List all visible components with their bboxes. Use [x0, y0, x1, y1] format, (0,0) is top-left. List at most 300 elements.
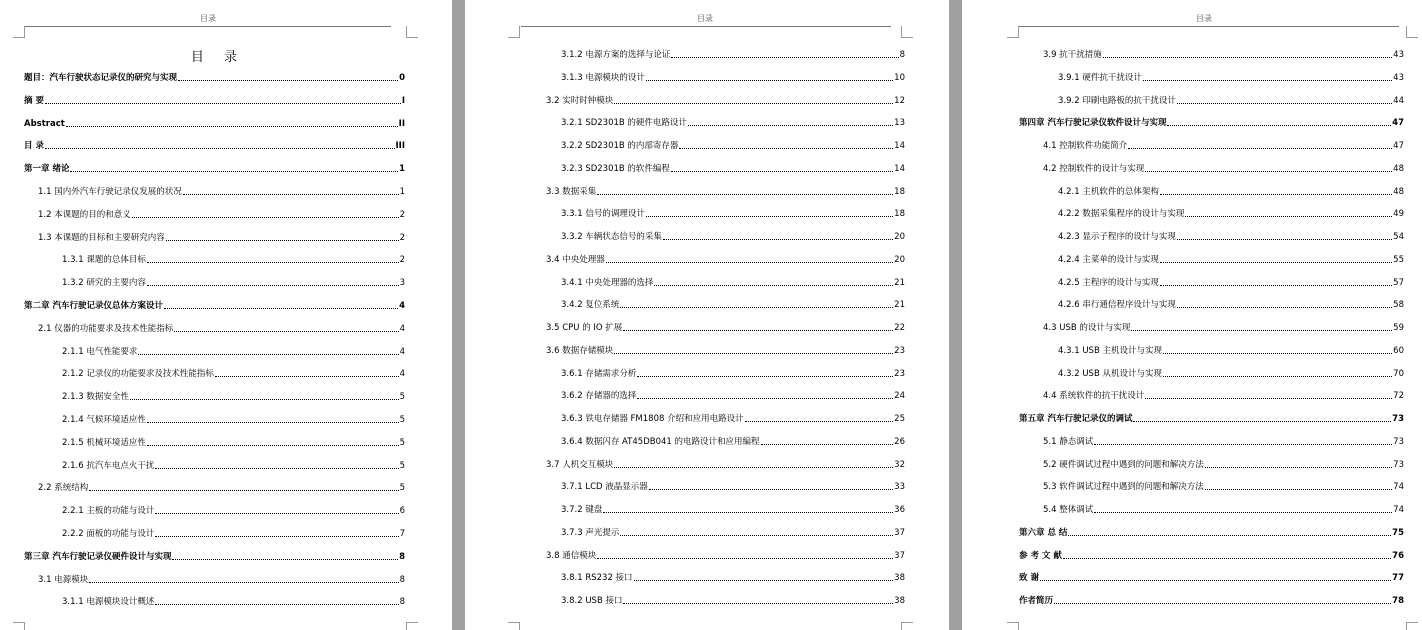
toc-entry[interactable] — [1043, 48, 1404, 60]
toc-entry[interactable] — [561, 435, 905, 447]
dot-leader — [1145, 398, 1392, 399]
dot-leader — [745, 421, 894, 422]
toc-entry-page-number: 21 — [894, 277, 905, 288]
toc-entry[interactable] — [1043, 435, 1404, 447]
toc-entry[interactable] — [561, 594, 905, 606]
toc-entry-title: 4.1 控制软件功能简介 — [1043, 141, 1128, 151]
dot-leader — [620, 535, 893, 536]
toc-entry-page-number: 38 — [894, 573, 905, 584]
dot-leader — [671, 171, 893, 172]
toc-entry[interactable] — [561, 207, 905, 219]
toc-entry-page-number: II — [398, 118, 405, 129]
toc-entry-page-number: 78 — [1392, 596, 1404, 606]
dot-leader — [174, 331, 398, 332]
toc-entry[interactable] — [561, 367, 905, 379]
dot-leader — [603, 512, 893, 513]
dot-leader — [654, 285, 893, 286]
toc-entry-page-number: 20 — [894, 232, 905, 242]
crop-mark-top-left — [1007, 26, 1019, 38]
toc-entry[interactable] — [1058, 344, 1404, 356]
toc-entry-title: 3.6 数据存储模块 — [546, 345, 614, 356]
toc-entry-title: 3.2.2 SD2301B 的内部寄存器 — [561, 141, 679, 151]
dot-leader — [1040, 580, 1391, 581]
crop-mark-bottom-right — [406, 622, 418, 630]
toc-entry-title: 题目：汽车行驶状态记录仪的研究与实现 — [24, 73, 178, 83]
toc-entry-title: 目 录 — [24, 141, 44, 152]
toc-entry-title: 3.8 通信模块 — [546, 550, 597, 561]
toc-entry[interactable] — [38, 573, 405, 585]
toc-entry[interactable] — [546, 321, 905, 333]
toc-entry[interactable] — [24, 71, 405, 83]
toc-entry-title: 3.6.2 存储器的选择 — [561, 391, 637, 402]
toc-entry-page-number: I — [401, 95, 405, 106]
toc-entry[interactable] — [1019, 549, 1404, 561]
toc-entry-page-number: 8 — [399, 597, 405, 608]
dot-leader — [620, 307, 893, 308]
dot-leader — [66, 126, 398, 127]
toc-entry[interactable] — [62, 253, 405, 265]
dot-leader — [147, 262, 399, 263]
toc-entry[interactable] — [62, 345, 405, 357]
toc-entry-page-number: 73 — [1392, 414, 1404, 424]
toc-entry[interactable] — [546, 549, 905, 561]
toc-entry[interactable] — [24, 139, 405, 151]
dot-leader — [155, 604, 398, 605]
toc-entry-page-number: 13 — [894, 118, 905, 129]
toc-entry-page-number: 48 — [1393, 163, 1404, 174]
toc-entry-page-number: 37 — [894, 527, 905, 538]
toc-entry-title: 摘 要 — [24, 95, 44, 106]
toc-entry-title: 4.2.3 显示子程序的设计与实现 — [1058, 232, 1176, 242]
header-rule — [521, 26, 891, 27]
toc-entry[interactable] — [1043, 503, 1404, 515]
dot-leader — [663, 239, 893, 240]
toc-entry[interactable] — [561, 162, 905, 174]
document-page-3 — [962, 0, 1422, 630]
toc-entry-page-number: 74 — [1393, 505, 1404, 515]
dot-leader — [1177, 239, 1392, 240]
toc-entry[interactable] — [561, 230, 905, 242]
dot-leader — [1163, 376, 1392, 377]
toc-entry-page-number: 47 — [1393, 141, 1404, 151]
toc-entry[interactable] — [1058, 185, 1404, 197]
page-header: 目录 — [697, 14, 713, 23]
toc-entry[interactable] — [561, 526, 905, 538]
toc-entry-title: Abstract — [24, 118, 65, 129]
toc-entry-title: 3.8.2 USB 接口 — [561, 596, 623, 606]
toc-entry[interactable] — [62, 436, 405, 448]
toc-entry[interactable] — [561, 571, 905, 583]
crop-mark-bottom-right — [1406, 622, 1418, 630]
header-rule — [1019, 26, 1399, 27]
dot-leader — [183, 194, 399, 195]
dot-leader — [132, 217, 399, 218]
toc-entry-title: 3.8.1 RS232 接口 — [561, 573, 633, 584]
toc-entry-page-number: 7 — [399, 529, 405, 539]
toc-entry-page-number: 8 — [399, 551, 405, 562]
toc-entry[interactable] — [1019, 594, 1404, 606]
dot-leader — [1163, 353, 1392, 354]
toc-entry-page-number: 5 — [399, 483, 405, 494]
toc-entry[interactable] — [561, 276, 905, 288]
toc-entry[interactable] — [1043, 139, 1404, 151]
dot-leader — [45, 103, 401, 104]
crop-mark-bottom-left — [13, 622, 25, 630]
toc-entry-title: 2.2.2 面板的功能与设计 — [62, 529, 155, 539]
dot-leader — [1133, 421, 1391, 422]
toc-entry-page-number: 59 — [1393, 323, 1404, 333]
dot-leader — [614, 467, 893, 468]
header-rule — [24, 26, 391, 27]
dot-leader — [637, 398, 893, 399]
dot-leader — [623, 603, 893, 604]
dot-leader — [178, 80, 398, 81]
toc-entry-page-number: 3 — [399, 278, 405, 289]
dot-leader — [637, 376, 893, 377]
dot-leader — [649, 489, 893, 490]
dot-leader — [147, 422, 399, 423]
dot-leader — [155, 513, 398, 514]
dot-leader — [164, 308, 398, 309]
toc-entry-title: 第三章 汽车行驶记录仪硬件设计与实现 — [24, 551, 172, 562]
dot-leader — [1167, 125, 1391, 126]
toc-entry-page-number: 57 — [1393, 277, 1404, 288]
toc-entry[interactable] — [24, 94, 405, 106]
toc-entry-page-number: 38 — [894, 596, 905, 606]
toc-entry[interactable] — [62, 504, 405, 516]
toc-entry-title: 3.9 抗干扰措施 — [1043, 50, 1102, 60]
toc-title: 目 录 — [190, 50, 246, 65]
toc-entry-page-number: 5 — [399, 415, 405, 425]
dot-leader — [761, 444, 894, 445]
dot-leader — [606, 262, 893, 263]
crop-mark-top-right — [1406, 26, 1418, 38]
toc-entry-title: 3.7.1 LCD 液晶显示器 — [561, 482, 648, 493]
toc-entry[interactable] — [561, 71, 905, 83]
toc-entry-title: 3.3 数据采集 — [546, 186, 597, 197]
dot-leader — [1143, 80, 1392, 81]
dot-leader — [147, 285, 399, 286]
toc-entry-title: 2.1.5 机械环境适应性 — [62, 437, 146, 448]
toc-entry-title: 3.6.3 铁电存储器 FM1808 介绍和应用电路设计 — [561, 414, 744, 424]
toc-entry-title: 1.1 国内外汽车行驶记录仪发展的状况 — [38, 187, 182, 197]
toc-entry-title: 3.7 人机交互模块 — [546, 459, 614, 470]
toc-entry[interactable] — [561, 412, 905, 424]
toc-entry-page-number: 1 — [399, 187, 405, 197]
toc-entry[interactable] — [62, 390, 405, 402]
toc-entry-title: 4.3 USB 的设计与实现 — [1043, 323, 1131, 333]
toc-entry-page-number: 20 — [894, 254, 905, 265]
toc-entry-title: 作者简历 — [1019, 596, 1054, 606]
page-header: 目录 — [1196, 14, 1212, 23]
dot-leader — [671, 57, 898, 58]
dot-leader — [688, 125, 893, 126]
dot-leader — [172, 559, 398, 560]
toc-entry-title: 3.9.1 硬件抗干扰设计 — [1058, 72, 1142, 83]
dot-leader — [130, 399, 399, 400]
toc-entry-title: 3.2.3 SD2301B 的软件编程 — [561, 163, 670, 174]
toc-entry[interactable] — [1058, 94, 1404, 106]
toc-entry[interactable] — [1019, 412, 1404, 424]
dot-leader — [155, 468, 398, 469]
toc-entry-page-number: 25 — [894, 414, 905, 424]
toc-entry-page-number: 77 — [1392, 573, 1404, 584]
toc-entry-page-number: 4 — [399, 301, 405, 311]
toc-entry-title: 4.2.1 主机软件的总体架构 — [1058, 186, 1159, 197]
toc-entry-title: 1.3 本课题的目标和主要研究内容 — [38, 232, 165, 243]
toc-entry-title: 4.2.2 数据采集程序的设计与实现 — [1058, 209, 1185, 220]
toc-entry-title: 4.2.5 主程序的设计与实现 — [1058, 277, 1159, 288]
dot-leader — [1177, 307, 1392, 308]
toc-entry-page-number: III — [395, 141, 405, 152]
toc-entry-title: 2.2 系统结构 — [38, 483, 89, 494]
dot-leader — [155, 536, 398, 537]
toc-entry[interactable] — [24, 117, 405, 129]
toc-entry[interactable] — [1043, 480, 1404, 492]
toc-entry-page-number: 2 — [399, 232, 405, 243]
toc-entry[interactable] — [561, 139, 905, 151]
toc-entry-title: 1.3.1 课题的总体目标 — [62, 255, 146, 266]
toc-entry[interactable] — [561, 48, 905, 60]
toc-entry-page-number: 26 — [894, 436, 905, 447]
toc-entry-page-number: 0 — [399, 73, 405, 83]
toc-entry-title: 2.1.3 数据安全性 — [62, 392, 129, 403]
toc-entry[interactable] — [546, 344, 905, 356]
toc-entry-title: 3.2 实时时钟模块 — [546, 95, 614, 106]
toc-entry[interactable] — [1058, 207, 1404, 219]
toc-entry-page-number: 4 — [399, 323, 405, 334]
toc-entry[interactable] — [38, 185, 405, 197]
toc-entry[interactable] — [546, 185, 905, 197]
toc-entry-title: 3.7.2 键盘 — [561, 505, 603, 515]
toc-entry[interactable] — [561, 298, 905, 310]
toc-entry[interactable] — [38, 322, 405, 334]
dot-leader — [166, 240, 399, 241]
crop-mark-bottom-left — [1007, 622, 1019, 630]
crop-mark-bottom-left — [508, 622, 520, 630]
dot-leader — [646, 80, 893, 81]
toc-entry-title: 参 考 文 献 — [1019, 550, 1062, 561]
toc-entry-page-number: 60 — [1393, 345, 1404, 356]
toc-entry-page-number: 6 — [399, 506, 405, 517]
toc-entry-title: 1.3.2 研究的主要内容 — [62, 278, 146, 289]
dot-leader — [646, 216, 893, 217]
dot-leader — [1054, 603, 1391, 604]
dot-leader — [1094, 444, 1392, 445]
toc-entry-page-number: 4 — [399, 369, 405, 380]
dot-leader — [623, 330, 893, 331]
crop-mark-top-right — [406, 26, 418, 38]
toc-entry[interactable] — [38, 208, 405, 220]
toc-entry-title: 第六章 总 结 — [1019, 527, 1068, 538]
toc-entry-page-number: 44 — [1393, 95, 1404, 106]
toc-entry-page-number: 55 — [1393, 254, 1404, 265]
toc-entry[interactable] — [1058, 276, 1404, 288]
toc-entry[interactable] — [546, 253, 905, 265]
toc-entry[interactable] — [38, 231, 405, 243]
toc-entry[interactable] — [546, 458, 905, 470]
dot-leader — [1068, 535, 1391, 536]
toc-entry-title: 4.2.4 主菜单的设计与实现 — [1058, 254, 1159, 265]
toc-entry-page-number: 18 — [894, 186, 905, 197]
toc-entry-page-number: 75 — [1392, 527, 1404, 538]
dot-leader — [1205, 489, 1392, 490]
toc-entry-title: 第一章 绪论 — [24, 164, 70, 175]
toc-entry-title: 3.2.1 SD2301B 的硬件电路设计 — [561, 118, 687, 129]
dot-leader — [1160, 285, 1392, 286]
toc-entry-title: 3.4.2 复位系统 — [561, 300, 620, 311]
toc-entry-page-number: 5 — [399, 437, 405, 448]
toc-entry[interactable] — [62, 459, 405, 471]
toc-entry-title: 5.4 整体调试 — [1043, 505, 1094, 515]
dot-leader — [597, 558, 893, 559]
toc-entry[interactable] — [1019, 116, 1404, 128]
toc-entry-title: 4.2.6 串行通信程序设计与实现 — [1058, 300, 1176, 311]
toc-entry[interactable] — [546, 94, 905, 106]
toc-entry-page-number: 4 — [399, 346, 405, 357]
toc-entry-title: 3.4.1 中央处理器的选择 — [561, 277, 654, 288]
dot-leader — [215, 376, 399, 377]
document-page-1 — [0, 0, 452, 630]
dot-leader — [634, 580, 894, 581]
toc-entry[interactable] — [1058, 230, 1404, 242]
toc-entry[interactable] — [1058, 367, 1404, 379]
toc-entry-title: 4.3.2 USB 从机设计与实现 — [1058, 368, 1162, 379]
toc-entry-title: 2.1.6 抗汽车电点火干扰 — [62, 460, 155, 471]
toc-entry-page-number: 2 — [399, 209, 405, 220]
toc-entry[interactable] — [1019, 571, 1404, 583]
dot-leader — [89, 582, 398, 583]
toc-entry-title: 2.1.2 记录仪的功能要求及技术性能指标 — [62, 369, 214, 380]
toc-entry[interactable] — [62, 276, 405, 288]
document-page-2 — [465, 0, 949, 630]
dot-leader — [1131, 330, 1392, 331]
toc-entry-page-number: 70 — [1393, 368, 1404, 379]
toc-entry-page-number: 73 — [1393, 436, 1404, 447]
toc-entry-page-number: 54 — [1393, 232, 1404, 242]
dot-leader — [45, 148, 395, 149]
toc-entry[interactable] — [1043, 458, 1404, 470]
toc-entry-title: 3.1.2 电源方案的选择与论证 — [561, 50, 671, 60]
dot-leader — [614, 103, 893, 104]
toc-entry-title: 2.1.1 电气性能要求 — [62, 346, 138, 357]
toc-entry-title: 1.2 本课题的目的和意义 — [38, 209, 131, 220]
toc-entry[interactable] — [24, 299, 405, 311]
toc-entry[interactable] — [561, 389, 905, 401]
dot-leader — [1094, 512, 1392, 513]
toc-entry-page-number: 5 — [399, 392, 405, 403]
dot-leader — [597, 194, 893, 195]
toc-entry[interactable] — [1058, 298, 1404, 310]
toc-entry-page-number: 47 — [1392, 118, 1404, 129]
toc-entry-page-number: 5 — [399, 460, 405, 471]
toc-entry-page-number: 22 — [894, 323, 905, 333]
toc-entry-title: 4.2 控制软件的设计与实现 — [1043, 163, 1145, 174]
toc-entry[interactable] — [62, 367, 405, 379]
toc-entry-page-number: 58 — [1393, 300, 1404, 311]
toc-entry-page-number: 33 — [894, 482, 905, 493]
toc-entry-page-number: 14 — [894, 141, 905, 151]
toc-entry[interactable] — [1043, 321, 1404, 333]
dot-leader — [1177, 103, 1392, 104]
toc-entry-page-number: 10 — [894, 72, 905, 83]
toc-entry[interactable] — [1058, 71, 1404, 83]
toc-entry[interactable] — [38, 481, 405, 493]
toc-entry[interactable] — [561, 503, 905, 515]
dot-leader — [1103, 57, 1392, 58]
toc-entry-page-number: 48 — [1393, 186, 1404, 197]
toc-entry[interactable] — [62, 527, 405, 539]
toc-entry-title: 2.2.1 主板的功能与设计 — [62, 506, 155, 517]
dot-leader — [147, 445, 399, 446]
toc-entry[interactable] — [1058, 253, 1404, 265]
toc-entry-title: 4.3.1 USB 主机设计与实现 — [1058, 345, 1162, 356]
toc-entry[interactable] — [24, 162, 405, 174]
toc-entry-page-number: 49 — [1393, 209, 1404, 220]
toc-entry-title: 3.5 CPU 的 IO 扩展 — [546, 323, 623, 333]
toc-entry-title: 3.6.4 数据闪存 AT45DB041 的电路设计和应用编程 — [561, 436, 760, 447]
dot-leader — [1063, 558, 1391, 559]
toc-entry-page-number: 1 — [399, 164, 405, 175]
dot-leader — [679, 148, 893, 149]
toc-entry-page-number: 12 — [894, 95, 905, 106]
toc-entry[interactable] — [561, 116, 905, 128]
toc-entry[interactable] — [62, 413, 405, 425]
toc-entry-page-number: 2 — [399, 255, 405, 266]
toc-entry-page-number: 32 — [894, 459, 905, 470]
toc-entry-title: 2.1.4 气候环境适应性 — [62, 415, 146, 425]
toc-entry-page-number: 8 — [899, 50, 905, 60]
toc-entry[interactable] — [561, 480, 905, 492]
toc-entry-page-number: 23 — [894, 345, 905, 356]
crop-mark-bottom-right — [901, 622, 913, 630]
toc-entry[interactable] — [1019, 526, 1404, 538]
toc-entry-page-number: 18 — [894, 209, 905, 220]
toc-entry-title: 3.4 中央处理器 — [546, 254, 605, 265]
toc-entry-title: 5.1 静态调试 — [1043, 436, 1094, 447]
toc-entry-page-number: 23 — [894, 368, 905, 379]
toc-entry[interactable] — [24, 550, 405, 562]
toc-entry-page-number: 8 — [399, 574, 405, 585]
dot-leader — [1160, 194, 1392, 195]
dot-leader — [1145, 171, 1392, 172]
toc-entry-page-number: 36 — [894, 505, 905, 515]
toc-entry-title: 3.7.3 声光提示 — [561, 527, 620, 538]
dot-leader — [89, 490, 398, 491]
toc-entry-title: 3.6.1 存储需求分析 — [561, 368, 637, 379]
toc-entry-page-number: 43 — [1393, 72, 1404, 83]
toc-entry-title: 致 谢 — [1019, 573, 1039, 584]
toc-entry-page-number: 76 — [1392, 550, 1404, 561]
toc-entry-page-number: 37 — [894, 550, 905, 561]
toc-entry-title: 5.3 软件调试过程中遇到的问题和解决方法 — [1043, 482, 1204, 493]
dot-leader — [614, 353, 893, 354]
toc-entry-page-number: 74 — [1393, 482, 1404, 493]
toc-entry-title: 3.1.3 电源模块的设计 — [561, 72, 645, 83]
toc-entry-page-number: 24 — [894, 391, 905, 402]
toc-entry[interactable] — [1043, 389, 1404, 401]
toc-entry-title: 4.4 系统软件的抗干扰设计 — [1043, 391, 1145, 402]
toc-entry[interactable] — [1043, 162, 1404, 174]
toc-entry-title: 3.1 电源模块 — [38, 574, 89, 585]
toc-entry-title: 第五章 汽车行驶记录仪的调试 — [1019, 414, 1133, 424]
dot-leader — [1205, 467, 1392, 468]
toc-entry[interactable] — [62, 595, 405, 607]
crop-mark-top-left — [13, 26, 25, 38]
toc-entry-title: 3.9.2 印刷电路板的抗干扰设计 — [1058, 95, 1176, 106]
toc-entry-page-number: 43 — [1393, 50, 1404, 60]
toc-entry-page-number: 21 — [894, 300, 905, 311]
